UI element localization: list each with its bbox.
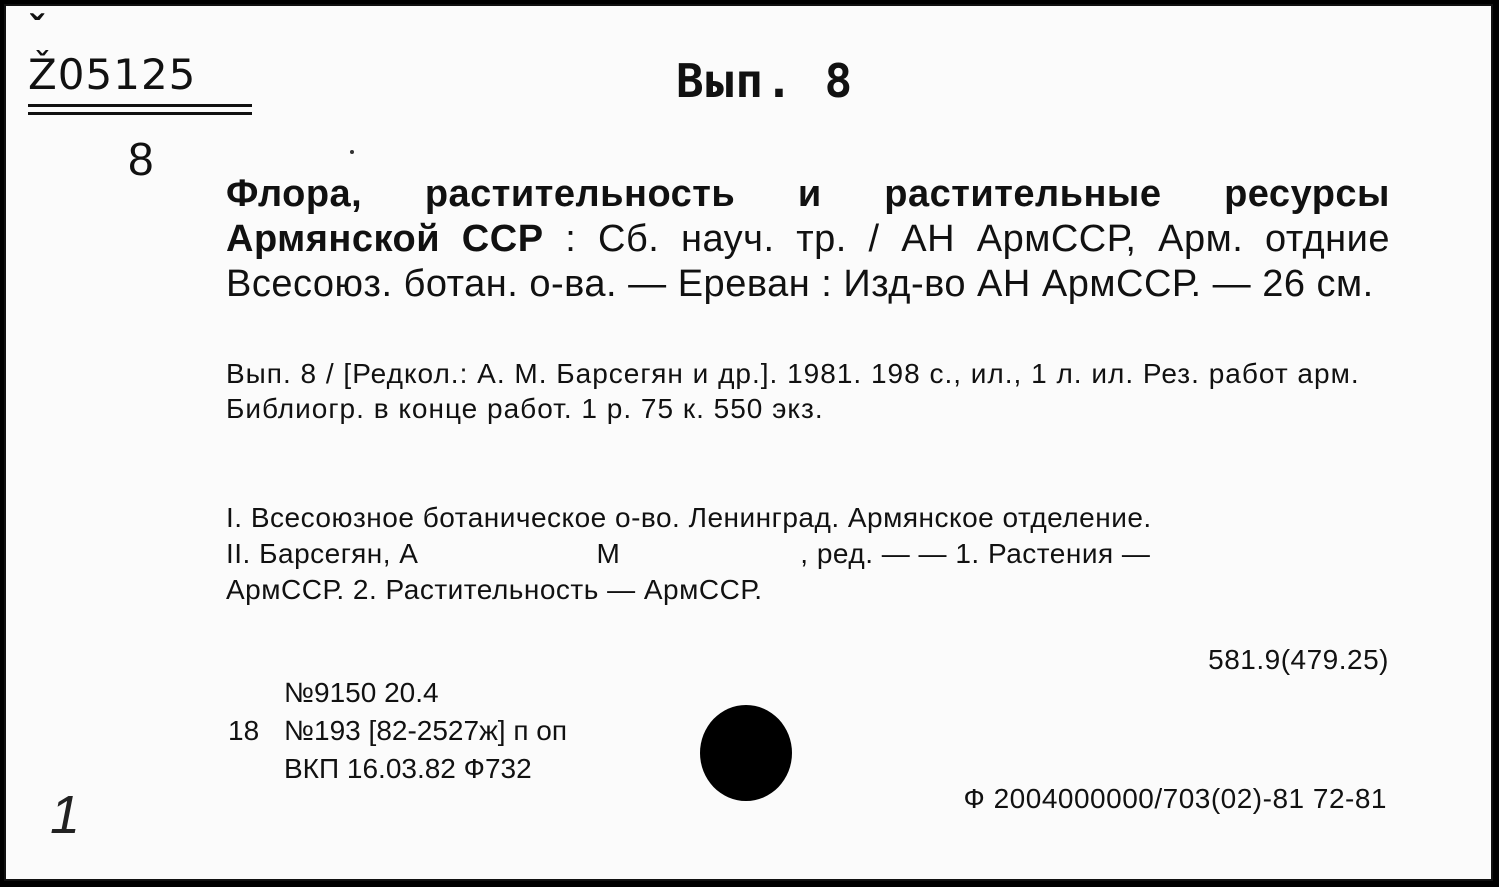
tracings	[226, 500, 1390, 608]
bibliographic-title	[226, 172, 1390, 307]
tracing-editor: II. Барсегян, А	[226, 538, 419, 569]
tracing-editor-initial: М	[596, 538, 621, 569]
call-number-underline	[28, 104, 252, 107]
call-number: Ž05125	[28, 50, 197, 99]
call-number-underline-second	[28, 112, 252, 115]
publication-code: Ф 2004000000/703(02)-81 72-81	[963, 783, 1387, 814]
issue-details: Вып. 8 / [Редкол.: А. М. Барсегян и др.]. 1981. 198 с., ил., 1 л. ил. Рез. работ арм. Библиогр. в конце работ. 1 р. 75 к. 550 экз.	[226, 358, 1360, 424]
stats-row	[228, 750, 567, 788]
handwritten-number: 1	[50, 785, 81, 845]
stats-prefix: 18	[228, 715, 260, 746]
stats-row	[228, 712, 567, 750]
registration-stats	[228, 674, 567, 788]
call-number-caron: ˇ	[30, 8, 44, 52]
title-main: Флора, растительность и растительные ресурсы Армянской ССР	[226, 173, 1390, 260]
udc-classification: 581.9(479.25)	[1208, 644, 1389, 675]
shelf-number: 8	[128, 133, 154, 185]
speck-mark	[350, 150, 354, 154]
stats-row-1: №9150 20.4	[284, 677, 439, 708]
issue-heading: Вып. 8	[676, 54, 855, 108]
stats-row	[228, 674, 567, 712]
stats-row-3: ВКП 16.03.82 Ф732	[284, 753, 532, 784]
tracing-line-1: I. Всесоюзное ботаническое о-во. Ленинград. Армянское отделение.	[226, 502, 1152, 533]
tracing-subjects: , ред. — — 1. Растения —	[800, 538, 1151, 569]
title-imprint: : Сб. науч. тр. / АН АрмССР, Арм. отдние Всесоюз. ботан. о-ва. — Ереван : Изд-во АН АрмССР. — 26 см.	[226, 218, 1390, 305]
punched-hole	[700, 705, 792, 801]
tracing-line-2	[226, 536, 1390, 572]
tracing-line-3: АрмССР. 2. Растительность — АрмССР.	[226, 574, 763, 605]
stats-row-2: №193 [82-2527ж] п оп	[284, 715, 568, 746]
